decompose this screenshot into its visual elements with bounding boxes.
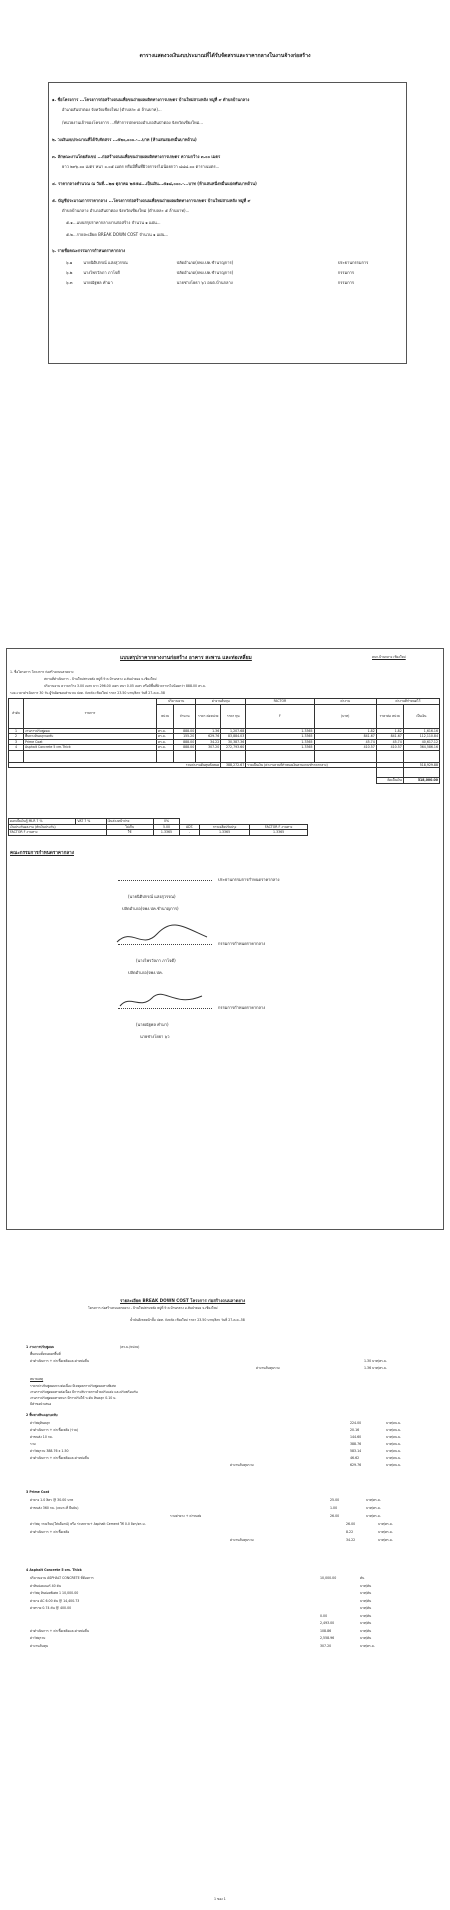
cell-set-total: 1,616.16: [403, 728, 439, 734]
detail-label: ค่าขนส่ง 360 กม. (เหมาะที่ ยืนยัน): [30, 1506, 79, 1510]
detail-row: [30, 1606, 430, 1614]
page-footer: 1 ของ 1: [214, 1897, 226, 1901]
col-unitprice: ราคา ต่อหน่วย: [196, 704, 221, 728]
signer-role: ประธานกรรมการกำหนดราคากลาง: [218, 877, 280, 882]
page2-info: ปริมาณงาน ความกว้าง 3.00 เมตร ยาว 296.00 เมตร หนา 0.05 เมตร หรือมีพื้นที่ผิวจราจรไม่น้อยกว่า 888.00 ตร.ม.: [44, 684, 206, 688]
page3-title: รายละเอียด BREAK DOWN COST โครงการ ก่อสร้างถนนลาดยาง: [120, 1298, 246, 1303]
col-qty-group: ปริมาณงาน: [157, 699, 196, 705]
detail-value: 25.00: [330, 1498, 340, 1502]
retain-label: เงินประกันผลงาน (หักเงินประกัน): [9, 824, 107, 830]
detail-row: [30, 1421, 430, 1428]
page-3: [0, 1285, 450, 1910]
page-1: [0, 0, 450, 380]
committee-name: นายณัฐพล คำมา: [83, 280, 113, 285]
detail-label: ค่างานต้นทุนรวม: [230, 1538, 254, 1542]
cell-no: 2: [9, 734, 24, 740]
detail-unit: บาท/ตร.ม.: [366, 1514, 381, 1518]
col-set-unit: ราคาต่อ หน่วย: [376, 704, 403, 728]
detail-row: [30, 1636, 430, 1644]
page1-item: ๕.๑...แบบสรุปราคากลางงานก่อสร้าง จำนวน ๑ แผ่น...: [66, 220, 161, 225]
section-2-head: 2 พื้นทางหินคลุกบดทับ: [26, 1413, 58, 1417]
detail-unit: บาท/ลบ.ม.: [386, 1428, 402, 1432]
col-total: ราคา ทุน: [221, 704, 246, 728]
factor-value-3: 1.3365: [250, 830, 308, 836]
section-4-rows: [30, 1576, 430, 1651]
section-1-line: พื้นถนนทั้งหมดยกพื้นที่: [30, 1352, 61, 1356]
page-2: [0, 640, 450, 1240]
detail-unit: บาท/ตัน: [360, 1606, 372, 1610]
detail-label: ค่าดำเนินการ + ค่าเชื้อเพลิงและค่าหล่อลื่น: [30, 1456, 89, 1460]
page1-item: ตำบลบ้านกลาง อำเภอสันป่าตอง จังหวัดเชียงใหม่ (ตำบลละ ๕ ล้านบาท)...: [62, 208, 190, 213]
cell-no: 3: [9, 739, 24, 745]
detail-value: 0.00: [320, 1613, 328, 1618]
cell-item: Prime Coat: [24, 739, 157, 745]
detail-unit: บาท/ตัน: [360, 1583, 372, 1588]
sum-total-value: 518,929.88: [403, 762, 439, 768]
cell-set-total: 40,617.12: [403, 739, 439, 745]
detail-value: 583.14: [350, 1449, 362, 1453]
col-cost-group: ค่างานต้นทุน: [196, 699, 246, 705]
section-1-value: 1.36 บาท/ตร.ม.: [364, 1366, 388, 1370]
page1-item: ยาว ๒๙๖.๐๐ เมตร หนา ๐.๐๕ เมตร หรือมีพื้นที่ผิวจราจรไม่น้อยกว่า ๘๘๘.๐๐ ตารางเมตร...: [62, 164, 220, 169]
five-value: 5.00: [153, 824, 180, 830]
cell-factor: 1.3365: [246, 728, 314, 734]
col-factor-f: F: [246, 704, 314, 728]
detail-label: ค่าวัสดุ หินย่อยพิเศษ 1 10,000.00: [30, 1591, 79, 1595]
signer-position: ปลัดอำเภอ(จพง.ปค.ชำนาญการ): [122, 906, 179, 911]
detail-row: [30, 1584, 430, 1592]
final-row: [9, 778, 440, 784]
section-1-head: 1 งานการปรับพูดผม: [26, 1345, 55, 1349]
col-unit: หน่วย: [157, 704, 174, 728]
detail-label: ค่าวัสดุหินคลุก: [30, 1421, 51, 1425]
detail-value: 2,493.00: [320, 1621, 335, 1625]
detail-unit: บาท/ตัน: [360, 1613, 372, 1618]
detail-label: ค่ายาง 1.0 ลิตร @ 30.00 บาท: [30, 1498, 74, 1502]
adt-label: ADT.: [180, 824, 199, 830]
detail-row: [30, 1498, 430, 1506]
col-price-unit: (บาท): [314, 704, 376, 728]
section-1-line: ค่างานต้นทุนรวม: [256, 1366, 280, 1370]
note-line: มีคำขอนำเสนอ: [30, 1402, 52, 1406]
cell-price: 45.74: [314, 739, 376, 745]
committee-pos: นายช่างโยธา ๖ว อบต.บ้านกลาง: [176, 280, 233, 285]
sum-total-label: รวมเป็นเงิน (ค่างานรวมที่กำหนดเงินตามเกณฑ์ราคากลาง): [246, 762, 377, 768]
detail-row: [30, 1514, 430, 1522]
detail-row: [30, 1522, 430, 1530]
signature-line: [118, 1008, 212, 1009]
cell-qty: 155.20: [174, 734, 196, 740]
committee-pos: ปลัดอำเภอ(จพง.ปค.ชำนาญการ): [176, 270, 234, 275]
section-1-value: 1.30 บาท/ตร.ม.: [364, 1359, 388, 1363]
cell-price: 1.82: [314, 728, 376, 734]
cell-set-unit: 841.67: [376, 734, 403, 740]
committee-row: [66, 260, 396, 265]
detail-row: [30, 1435, 430, 1442]
cell-unitprice: 34.22: [196, 739, 221, 745]
adt-sub: การเฉลี่ยปรับปรุง: [199, 824, 249, 830]
page1-item: ๒. วงเงินงบประมาณที่ได้รับจัดสรร ...๕๒๐,๐๐๐.-...บาท (ห้าแสนสองหมื่นบาทถ้วน): [52, 137, 197, 142]
detail-label: ค่าวัสดุ วาดเรียบ(ใส่บล็อกน์) หรือ ร่วมทราย+ Asphalt Cement ใช้ 0.0 ลิตร/ตร.ม.: [30, 1522, 146, 1526]
signature-mark: [112, 988, 212, 1014]
detail-row: [30, 1614, 430, 1622]
detail-value: 46.62: [350, 1456, 360, 1460]
detail-value: 26.00: [330, 1514, 340, 1518]
cost-table: [8, 698, 440, 784]
committee-name: นางไพรวัลภา ภาโจดี: [83, 270, 120, 275]
signature-mark: [112, 922, 212, 952]
cell-price: 841.67: [314, 734, 376, 740]
cell-unit: ตร.ม.: [157, 745, 174, 751]
detail-row: [30, 1530, 430, 1538]
detail-row: [30, 1449, 430, 1456]
detail-unit: บาท/ตร.ม.: [378, 1530, 393, 1534]
detail-value: 2,558.96: [320, 1636, 335, 1640]
committee-no: ๖.๓: [66, 280, 73, 285]
col-factor: FACTOR: [246, 699, 314, 705]
col-set-total: เป็นเงิน: [403, 704, 439, 728]
cell-item: Asphalt Concrete 5 cm.Thick: [24, 745, 157, 751]
note-line: ราคาค่าปรับพูดผมทางต่อเนื่อง มีเหตุผลการปรับพูดผมทางพิเศษ: [30, 1384, 116, 1388]
factor-value-2: 1.3365: [199, 830, 249, 836]
use-label: ใช้: [106, 830, 153, 836]
cell-total: 30,387.36: [221, 739, 246, 745]
notes-head: หมายเหตุ: [30, 1377, 44, 1381]
detail-value: 10,000.00: [320, 1576, 337, 1580]
factor-label: FACTOR F งานทาง: [9, 830, 107, 836]
cell-qty: 888.00: [174, 739, 196, 745]
cell-unit: ตร.ม.: [157, 734, 174, 740]
page2-info: สถานที่ดำเนินการ - บ้านใหม่สามหลัง หมู่ที่ 9 ต.บ้านกลาง อ.สันป่าตอง จ.เชียงใหม่: [44, 677, 157, 681]
page2-info: 1. ชื่อโครงการ โครงการ ก่อสร้างถนนลาดยาง: [10, 670, 74, 674]
section-1-line: ค่าดำเนินการ + ค่าเชื้อเพลิงและค่าหล่อลื่น: [30, 1359, 89, 1363]
sum-cost-label: รวมค่างานต้นทุนทั้งหมด: [9, 762, 221, 768]
advance-label: เงินล่วงหน้าจ่าย: [106, 819, 153, 825]
detail-unit: บาท/ตัน: [360, 1591, 372, 1595]
vat-label: VAT 7 %: [76, 819, 106, 825]
detail-unit: บาท/ตร.ม.: [378, 1522, 393, 1526]
cell-set-total: 364,586.16: [403, 745, 439, 751]
detail-unit: ตัน: [360, 1576, 365, 1580]
page1-item: ๖. รายชื่อคณะกรรมการกำหนดราคากลาง: [52, 248, 126, 253]
cell-factor: 1.3365: [246, 734, 314, 740]
committee-role: กรรมการ: [337, 270, 355, 275]
committee-name: นายนิติปกรณ์ แสงสุวรรณ: [83, 260, 128, 265]
detail-unit: บาท/ตัน: [360, 1598, 372, 1603]
detail-unit: บาท/ตัน: [360, 1636, 372, 1640]
detail-value: 144.60: [350, 1435, 362, 1439]
cell-qty: 888.00: [174, 728, 196, 734]
factor-label-2: FACTOR F งานทาง: [250, 824, 308, 830]
detail-unit: บาท/ลบ.ม.: [386, 1421, 402, 1425]
detail-value: 8.22: [346, 1530, 354, 1534]
detail-value: 1.00: [330, 1506, 338, 1510]
retain-value: ไม่เก็บ: [106, 824, 153, 830]
final-value: 518,000.00: [403, 778, 439, 784]
cell-no: 4: [9, 745, 24, 751]
detail-value: 629.76: [350, 1463, 362, 1467]
detail-row: [30, 1621, 430, 1629]
detail-label: ค่างานต้นทุนรวม: [230, 1463, 254, 1467]
cell-price: 410.57: [314, 745, 376, 751]
col-qty: จำนวน: [174, 704, 196, 728]
detail-unit: บาท/ลบ.ม.: [386, 1463, 402, 1467]
detail-unit: บาท/ลบ.ม.: [386, 1449, 402, 1453]
section-3-rows: [30, 1498, 430, 1546]
cell-total: 1,207.68: [221, 728, 246, 734]
mlr-label: ดอกเบี้ยเงินกู้ MLR 7 %: [9, 819, 76, 825]
detail-value: 108.86: [320, 1628, 332, 1633]
section-2-rows: [30, 1421, 430, 1470]
committee-pos: ปลัดอำเภอ(จพง.ปค.ชำนาญการ): [176, 260, 234, 265]
detail-row: [30, 1591, 430, 1599]
detail-label: ค่าดำเนินการ + ค่าเชื้อเพลิงและค่าหล่อลื่น: [30, 1628, 89, 1633]
section-3-head: 3 Prime Coat: [26, 1490, 50, 1494]
signer-name: (นายณัฐพล คำมา): [136, 1022, 169, 1027]
detail-value: 26.00: [346, 1522, 356, 1526]
cell-unitprice: 629.76: [196, 734, 221, 740]
section-4-head: 4 Asphalt Concrete 5 cm. Thick: [26, 1568, 82, 1572]
detail-row: [30, 1538, 430, 1546]
cell-unitprice: 1.36: [196, 728, 221, 734]
page2-title: แบบสรุปราคากลางงานก่อสร้าง อาคาร สะพาน และท่อเหลี่ยม: [120, 655, 252, 661]
page1-item: อำเภอสันป่าตอง จังหวัดเชียงใหม่ (ตำบลละ ๕ ล้านบาท)...: [62, 107, 162, 112]
col-no: ลำดับ: [9, 699, 24, 729]
detail-label: ค่าดำเนินการ + ค่าเชื้อเพลิง (ร่วม): [30, 1428, 79, 1432]
detail-value: 388.76: [350, 1442, 362, 1446]
detail-row: [30, 1442, 430, 1449]
cell-unitprice: 307.20: [196, 745, 221, 751]
condition-table: ดอกเบี้ยเงินกู้ MLR 7 % VAT 7 % เงินล่วงหน้าจ่าย 0% เงินประกันผลงาน (หักเงินประกัน) ไม่เก็บ 5.00 ADT. การเฉลี่ยปรับปรุง FACTOR F งานทาง FACTOR F งานทาง ใช้ 1.3365 - 1.3365 1.3365: [8, 818, 308, 836]
signature-line: [118, 944, 212, 945]
detail-unit: บาท/ลบ.ม.: [386, 1435, 402, 1439]
committee-no: ๖.๒: [66, 270, 73, 275]
detail-label: ค่าหินย่อยเบอร์ 40 ตัน: [30, 1583, 61, 1588]
committee-role: ประธานกรรมการ: [337, 260, 369, 265]
detail-row: [30, 1644, 430, 1652]
signature-line: [118, 880, 212, 881]
cell-total: 83,884.03: [221, 734, 246, 740]
page1-item: ๕.๒...รายละเอียด BREAK DOWN COST จำนวน ๑ แผ่น...: [66, 232, 169, 237]
signer-name: (นายนิติปกรณ์ แสงสุวรรณ): [128, 894, 176, 899]
detail-label: ค่าดำเนินการ + ค่าเชื้อเพลิง: [30, 1530, 70, 1534]
detail-unit: บาท/ตัน: [360, 1621, 372, 1625]
detail-value: 224.00: [350, 1421, 362, 1425]
detail-unit: บาท/ตร.ม.: [366, 1498, 381, 1502]
page2-topright: ตบก.บ้านกลาง เชียงใหม่: [372, 655, 406, 659]
page3-sub: โครงการ ก่อสร้างถนนลาดยาง - บ้านใหม่สามหลัง หมู่ที่ 9 ต.บ้านกลาง อ.สันป่าตอง จ.เชียงใหม่: [88, 1306, 218, 1310]
signer-role: กรรมการกำหนดราคากลาง: [218, 941, 266, 946]
detail-unit: บาท/ลบ.ม.: [386, 1456, 402, 1460]
committee-no: ๖.๑: [66, 260, 73, 265]
cell-set-unit: 1.82: [376, 728, 403, 734]
page1-item: ๑. ชื่อโครงการ ...โครงการก่อสร้างถนนเพื่อขนถ่ายผลผลิตทางการเกษตร บ้านใหม่สามหลัง หมู่ที่ ๙ ตำบลบ้านกลาง: [52, 97, 250, 102]
detail-label: ค่าทราย 0.74 ตัน @ 400.00: [30, 1606, 72, 1610]
detail-row: [30, 1576, 430, 1584]
page1-item: ๓. ลักษณะงานโดยสังเขป ...ก่อสร้างถนนเพื่อขนถ่ายผลผลิตทางการเกษตร ความกว้าง ๓.๐๐ เมตร: [52, 154, 221, 159]
factor-value-1: 1.3365: [153, 830, 180, 836]
detail-value: 34.22: [346, 1538, 356, 1542]
detail-unit: บาท/ตร.ม.: [366, 1506, 381, 1510]
detail-label: ค่าวัสดุรวม: [30, 1636, 46, 1640]
page1-title: ตารางแสดงวงเงินงบประมาณที่ได้รับจัดสรรและราคากลางในงานจ้างก่อสร้าง: [139, 53, 311, 59]
detail-row: [30, 1599, 430, 1607]
detail-row: [30, 1463, 430, 1470]
detail-label: ค่าขนส่ง 10 กม.: [30, 1435, 53, 1439]
signer-role: กรรมการกำหนดราคากลาง: [218, 1005, 266, 1010]
signer-name: (นางไพรวัลภา ภาโจดี): [136, 958, 176, 963]
detail-row: [30, 1428, 430, 1435]
detail-label: ค่ายาง AC 6.00 ตัน @ 14,400.73: [30, 1598, 80, 1603]
detail-value: 307.20: [320, 1643, 332, 1648]
detail-label: ค่างานต้นทุน: [30, 1643, 48, 1648]
detail-label: ปริมาณงาน ASPHALT CONCRETE ที่ต้องการ: [30, 1576, 94, 1580]
advance-value: 0%: [153, 819, 180, 825]
detail-label: รวม: [30, 1442, 36, 1446]
final-label: คิดเป็นเงิน: [376, 778, 403, 784]
signer-position: ปลัดอำเภอ(จพง.ปค.: [128, 970, 163, 975]
cell-item: งานการปรับพูดผม: [24, 728, 157, 734]
cell-factor: 1.3365: [246, 739, 314, 745]
page1-item: ๕. บัญชีประมาณการราคากลาง ...โครงการก่อสร้างถนนเพื่อขนถ่ายผลผลิตทางการเกษตร บ้านใหม่สามหลัง หมู่ที่ ๙: [52, 198, 251, 203]
cell-set-unit: 45.74: [376, 739, 403, 745]
page1-item: ๔. ราคากลางคำนวณ ณ วันที่...๒๗ ตุลาคม ๒๕๕๘...เป็นเงิน...๕๑๘,๐๐๐.-...บาท (ห้าแสนหนึ่งหมื่นแปดพันบาทถ้วน): [52, 181, 257, 186]
committee-title: คณะกรรมการกำหนดราคากลาง: [10, 851, 75, 856]
note-line: งานการปรับพูดผมทางต่อเนื่อง มีการปรับรายการด้วยปรับแต่ง และปรับพร้อมกัน: [30, 1390, 138, 1394]
cell-unit: ตร.ม.: [157, 728, 174, 734]
detail-label: ค่าวัสดุรวม 388.76 x 1.50: [30, 1449, 69, 1453]
page1-item: /หน่วยงานเจ้าของโครงการ ...ที่ทำการปกครองอำเภอสันป่าตอง จังหวัดเชียงใหม่...: [62, 120, 204, 125]
cell-qty: 888.00: [174, 745, 196, 751]
committee-row: [66, 280, 396, 285]
note-line: งานการปรับพูดผมทางหนา มีการปรับให้ ระดับ หินคลุก 0.10 ม.: [30, 1396, 117, 1400]
page2-info: ระยะเวลาดำเนินการ 30 วัน ผู้รับผิดชอบคำนวณ ปลต. จังหวัด เชียงใหม่ ราคา 23.50 บาท/ลิตร วันที่ 27-ต.ค.-58: [10, 691, 165, 695]
committee-row: [66, 270, 396, 275]
detail-value: 20.16: [350, 1428, 360, 1432]
detail-unit: บาท/ตัน: [360, 1628, 372, 1633]
signer-position: นายช่างโยธา ๖ว: [140, 1034, 170, 1039]
cell-factor: 1.3365: [246, 745, 314, 751]
cell-set-unit: 410.57: [376, 745, 403, 751]
detail-row: [30, 1456, 430, 1463]
cell-no: 1: [9, 728, 24, 734]
cell-set-total: 112,110.84: [403, 734, 439, 740]
col-price: ค่างาน: [314, 699, 376, 705]
sum-cost-value: 388,272.67: [221, 762, 246, 768]
cell-unit: ตร.ม.: [157, 739, 174, 745]
cell-item: พื้นทางหินคลุกบดทับ: [24, 734, 157, 740]
detail-row: [30, 1506, 430, 1514]
page3-sub: น้ำมันดีเซลหน้าปั๊ม ปตท. จังหวัด เชียงใหม่ ราคา 23.50 บาท/ลิตร วันที่ 27-ต.ค.-58: [130, 1318, 245, 1322]
committee-role: กรรมการ: [337, 280, 355, 285]
detail-unit: บาท/ตร.ม.: [378, 1538, 393, 1542]
cell-total: 272,793.60: [221, 745, 246, 751]
col-set-group: ค่างานที่กำหนดไว้: [376, 699, 439, 705]
col-item: รายการ: [24, 699, 157, 729]
section-1-unit: (ตร.ม./หน่วย): [120, 1345, 140, 1349]
detail-unit: บาท/ลบ.ม.: [386, 1442, 402, 1446]
detail-row: [30, 1629, 430, 1637]
detail-unit: บาท/ตร.ม.: [360, 1643, 375, 1648]
detail-label: รวมค่ายาง + ค่าขนส่ง: [170, 1514, 202, 1518]
